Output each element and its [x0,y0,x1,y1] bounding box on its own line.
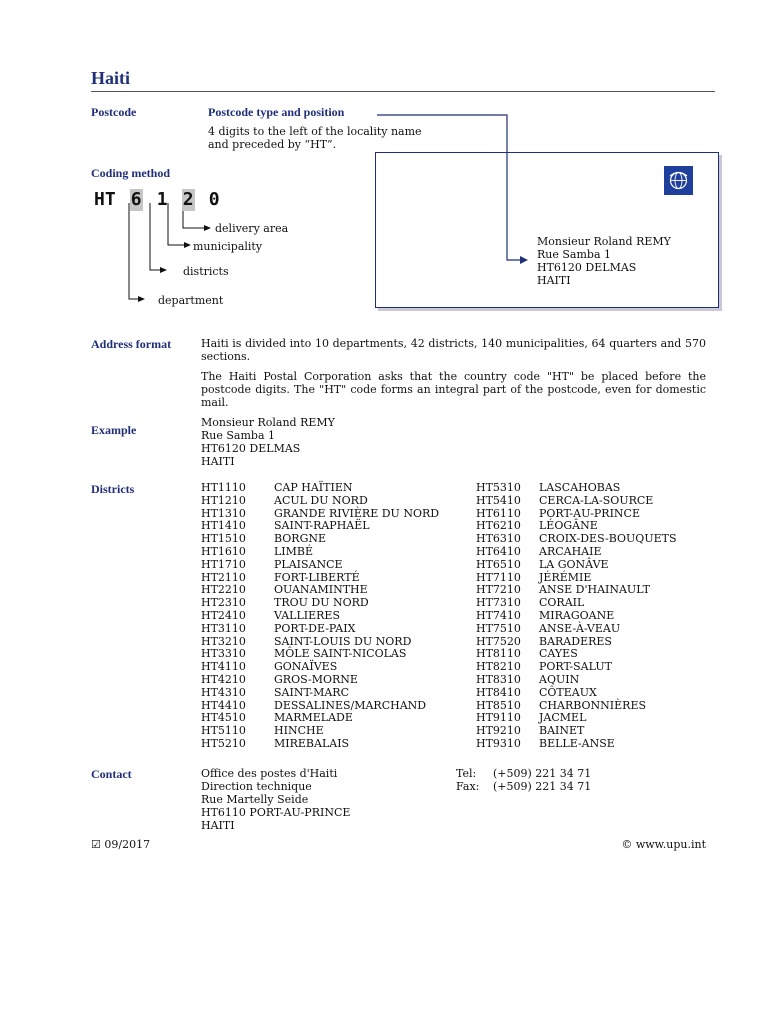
district-code: HT5410 [476,493,521,507]
district-code: HT8110 [476,647,521,661]
district-name: SAINT-LOUIS DU NORD [274,634,412,648]
coding-part-municipality: municipality [193,240,263,253]
district-code: HT7520 [476,634,521,648]
postcode-digit-municipality: 2 [182,189,194,210]
district-name: ANSE D'HAINAULT [539,583,650,597]
district-name: MARMELADE [274,711,353,725]
contact-address-line: Direction technique [201,780,312,793]
district-name: ANSE-À-VEAU [539,621,621,635]
district-code: HT6510 [476,557,521,571]
district-name: GROS-MORNE [274,672,358,686]
district-code: HT6310 [476,532,521,546]
district-name: CAP HAÏTIEN [274,481,353,494]
district-code: HT9210 [476,724,521,738]
district-code: HT5110 [201,724,246,738]
postcode-sample [94,183,221,211]
district-name: CROIX-DES-BOUQUETS [539,532,677,546]
district-code: HT2110 [201,570,246,584]
district-name: JACMEL [539,711,587,725]
district-code: HT7510 [476,621,521,635]
district-code: HT7210 [476,583,521,597]
footer-date [91,838,150,851]
district-name: FORT-LIBERTÉ [274,570,360,584]
district-code: HT1610 [201,544,246,558]
checkbox-icon: ☑ [91,838,101,851]
footer-date-text: 09/2017 [104,838,151,851]
district-code: HT1410 [201,519,246,533]
district-code: HT3210 [201,634,246,648]
district-name: OUANAMINTHE [274,583,368,597]
district-code: HT8310 [476,672,521,686]
district-name: BORGNE [274,532,327,546]
districts-left-names [274,482,439,751]
district-name: PORT-AU-PRINCE [539,506,640,520]
districts-left-codes [201,482,246,751]
example-address [201,416,335,468]
contact-address-line: HAITI [201,819,235,832]
contact-address-line: HT6110 PORT-AU-PRINCE [201,806,351,819]
district-name: LÉOGÂNE [539,519,598,533]
district-code: HT1510 [201,532,246,546]
district-code: HT6410 [476,544,521,558]
coding-part-districts: districts [183,265,229,278]
district-code: HT4510 [201,711,246,725]
district-code: HT8210 [476,660,521,674]
district-name: BELLE-ANSE [539,736,615,750]
district-name: PORT-SALUT [539,660,612,674]
district-code: HT1710 [201,557,246,571]
contact-address [201,767,350,832]
contact-phone-values [493,767,591,793]
contact-address-line: Office des postes d'Haiti [201,767,338,780]
address-format-paragraph: The Haiti Postal Corporation asks that the country code "HT" be placed before the postcode digits. The "HT" code forms an integral part of the postcode, even for domestic mail. [201,370,706,409]
district-code: HT1210 [201,493,246,507]
fax-value: (+509) 221 34 71 [493,780,592,793]
envelope-address-line: HAITI [537,274,571,287]
example-address-line: Monsieur Roland REMY [201,416,335,429]
district-code: HT7110 [476,570,521,584]
districts-right-codes [476,482,521,751]
district-code: HT5310 [476,481,521,494]
district-code: HT8410 [476,685,521,699]
page-title: Haiti [91,68,130,88]
district-name: MIRAGOANE [539,608,615,622]
coding-part-department: department [158,294,224,307]
district-name: LASCAHOBAS [539,481,621,494]
district-name: AQUIN [539,672,580,686]
district-code: HT2210 [201,583,246,597]
district-code: HT7410 [476,608,521,622]
district-code: HT3310 [201,647,246,661]
district-name: JÉRÉMIE [539,570,592,584]
district-name: VALLIERES [274,608,340,622]
district-name: MIREBALAIS [274,736,350,750]
district-name: TROU DU NORD [274,596,369,610]
district-name: BARADERES [539,634,612,648]
district-name: ARCAHAIE [539,544,602,558]
contact-label: Contact [91,767,132,781]
district-name: ACUL DU NORD [274,493,368,507]
district-code: HT6210 [476,519,521,533]
district-name: LIMBÉ [274,544,314,558]
postcode-prefix: HT [94,189,116,210]
district-name: HINCHE [274,724,324,738]
district-code: HT4310 [201,685,246,699]
district-code: HT4110 [201,660,246,674]
district-code: HT2410 [201,608,246,622]
district-code: HT6110 [476,506,521,520]
footer-copyright: © www.upu.int [621,838,706,851]
example-address-line: HT6120 DELMAS [201,442,301,455]
fax-label: Fax: [456,780,480,793]
postcode-digit-delivery-area: 0 [208,189,220,210]
district-name: PORT-DE-PAIX [274,621,356,635]
district-code: HT3110 [201,621,246,635]
district-name: CORAIL [539,596,585,610]
example-address-line: HAITI [201,455,235,468]
postcode-digit-department: 6 [130,189,142,210]
districts-right-names [539,482,677,751]
envelope-address-line: HT6120 DELMAS [537,261,637,274]
tel-value: (+509) 221 34 71 [493,767,592,780]
district-name: CAYES [539,647,578,661]
postcode-label: Postcode [91,105,137,119]
district-code: HT8510 [476,698,521,712]
tel-label: Tel: [456,767,477,780]
postcode-description-line: 4 digits to the left of the locality name [208,125,422,138]
postcode-digit-district: 1 [156,189,168,210]
district-code: HT4210 [201,672,246,686]
districts-label: Districts [91,482,135,496]
district-code: HT9110 [476,711,521,725]
example-label: Example [91,423,137,437]
district-name: LA GONÂVE [539,557,609,571]
district-code: HT4410 [201,698,246,712]
district-name: GONAÏVES [274,660,338,674]
contact-address-line: Rue Martelly Seide [201,793,309,806]
postcode-description-line: and preceded by “HT”. [208,138,337,151]
district-name: SAINT-MARC [274,685,349,699]
example-address-line: Rue Samba 1 [201,429,275,442]
district-name: CÔTEAUX [539,685,597,699]
address-format-paragraph: Haiti is divided into 10 departments, 42 districts, 140 municipalities, 64 quarters and 570 sections. [201,337,706,363]
district-name: CERCA-LA-SOURCE [539,493,654,507]
district-name: MÔLE SAINT-NICOLAS [274,647,407,661]
district-name: SAINT-RAPHAËL [274,519,370,533]
district-name: DESSALINES/MARCHAND [274,698,427,712]
district-code: HT1310 [201,506,246,520]
contact-phone-labels [456,767,479,793]
envelope-address-line: Rue Samba 1 [537,248,611,261]
district-name: CHARBONNIÈRES [539,698,647,712]
district-name: GRANDE RIVIÈRE DU NORD [274,506,440,520]
postcode-type-heading: Postcode type and position [208,105,345,119]
district-name: PLAISANCE [274,557,343,571]
district-code: HT9310 [476,736,521,750]
address-format-label: Address format [91,337,172,351]
coding-method-label: Coding method [91,166,171,180]
envelope-address-line: Monsieur Roland REMY [537,235,671,248]
district-code: HT1110 [201,481,246,494]
coding-part-delivery-area: delivery area [215,222,289,235]
district-code: HT5210 [201,736,246,750]
district-name: BAINET [539,724,585,738]
district-code: HT2310 [201,596,246,610]
district-code: HT7310 [476,596,521,610]
